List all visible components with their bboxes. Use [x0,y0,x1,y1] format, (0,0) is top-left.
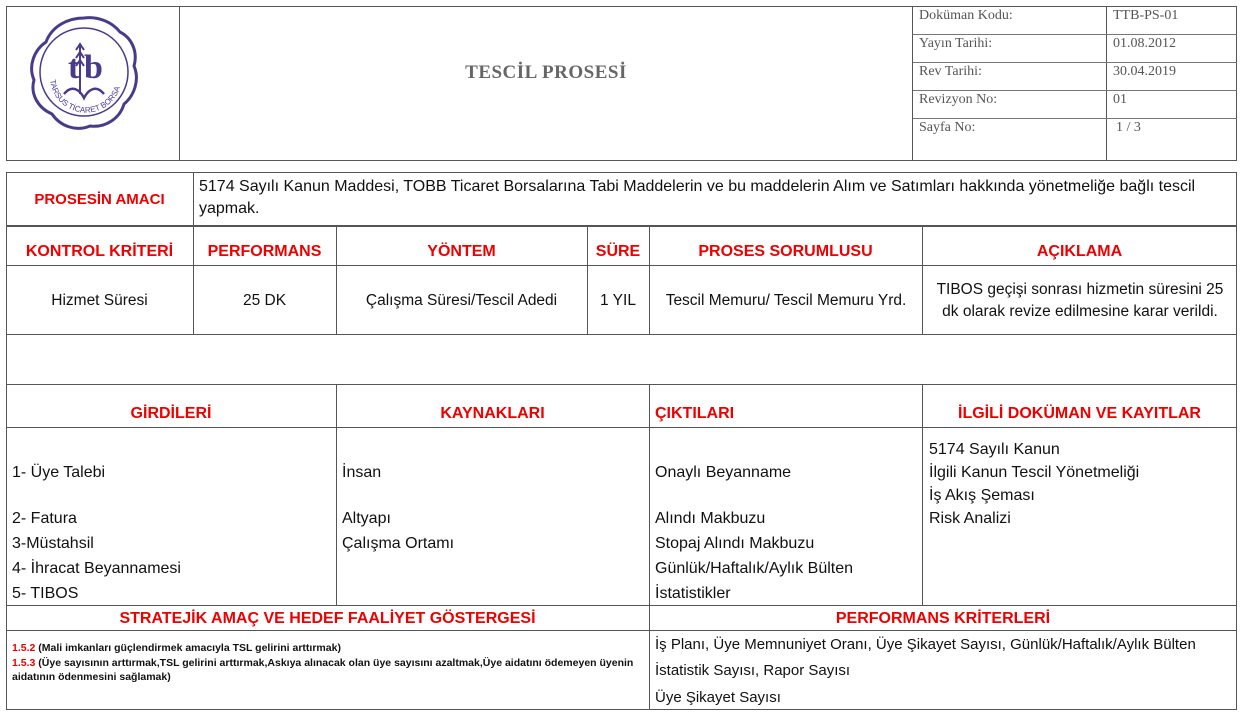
strateji-item-2 [12,656,642,684]
kriter-cell-sorumlu: Tescil Memuru/ Tescil Memuru Yrd. [665,291,907,309]
logo [28,14,140,134]
logo-text: TARSUS TİCARET BORSA [47,78,123,115]
strateji-item-text: (Mali imkanları güçlendirmek amacıyla TSL gelirini arttırmak) [35,642,341,654]
meta-row-publish: Yayın Tarihi: 01.08.2012 [913,34,1237,63]
list-item: İstatistik Sayısı, Rapor Sayısı [655,662,851,679]
list-item: İstatistikler [655,585,731,602]
spacer-row [6,334,1237,385]
list-item: 3-Müstahsil [12,535,94,552]
meta-row-rev-no: Revizyon No: 01 [913,90,1237,119]
svg-text:b: b [84,49,103,86]
strateji-item-num: 1.5.3 [12,657,36,669]
amac-label: PROSESİN AMACI [34,190,165,208]
io-header-dokumanlar: İLGİLİ DOKÜMAN VE KAYITLAR [958,404,1201,422]
io-vline-2 [649,384,650,606]
kriter-header-aciklama: AÇIKLAMA [1036,242,1123,260]
strateji-hline [6,630,1237,631]
kriter-header-yontem: YÖNTEM [427,242,496,260]
svg-text:t: t [68,49,80,86]
list-item: 4- İhracat Beyannamesi [12,560,181,577]
kriter-cell-sure: 1 YIL [600,291,636,309]
strateji-item-text: (Üye sayısının arttırmak,TSL gelirini arttırmak,Askıya alınacak olan üye sayısını azaltmak,Üye aidatını ödemeyen üyenin aidatının ödenmesini sağlamak) [12,657,634,683]
list-item: Risk Analizi [929,510,1011,527]
list-item: 1- Üye Talebi [12,464,106,481]
kriter-cell-aciklama: TIBOS geçişi sonrası hizmetin süresini 25 dk olarak revize edilmesine karar verildi. [936,280,1224,320]
io-hline [6,427,1237,428]
list-item: Üye Şikayet Sayısı [655,689,781,706]
list-item: 2- Fatura [12,510,77,527]
list-item: İnsan [342,464,382,481]
page-title: TESCİL PROSESİ [465,62,627,83]
list-item: Alındı Makbuzu [655,510,766,527]
list-item: Günlük/Haftalık/Aylık Bülten [655,560,854,577]
kriter-cell-yontem: Çalışma Süresi/Tescil Adedi [365,291,558,309]
strateji-header: STRATEJİK AMAÇ VE HEDEF FAALİYET GÖSTERGESİ [119,609,536,627]
kriter-header-performans: PERFORMANS [207,242,322,260]
list-item: İlgili Kanun Tescil Yönetmeliği [929,464,1140,481]
list-item: 5174 Sayılı Kanun [929,441,1060,458]
strateji-item-num: 1.5.2 [12,642,36,654]
kriter-header-kontrol: KONTROL KRİTERİ [25,242,174,260]
io-header-ciktilar: ÇIKTILARI [655,405,735,422]
kriter-header-sorumlu: PROSES SORUMLUSU [698,242,873,260]
list-item: Onaylı Beyanname [655,464,792,481]
document-meta [913,6,1237,161]
list-item: Çalışma Ortamı [342,535,455,552]
meta-row-page: Sayfa No: 1 / 3 [919,120,1141,135]
performans-kriterleri-header: PERFORMANS KRİTERLERİ [835,609,1051,627]
io-header-kaynaklar: KAYNAKLARI [440,404,545,422]
logo-emblem-icon [28,14,140,134]
list-item: Altyapı [342,510,391,527]
io-header-girdiler: GİRDİLERİ [130,404,212,422]
list-item: Stopaj Alındı Makbuzu [655,535,815,552]
kriter-cell-kontrol: Hizmet Süresi [51,291,148,309]
amac-text: 5174 Sayılı Kanun Maddesi, TOBB Ticaret Borsalarına Tabi Maddelerin ve bu maddelerin Alım ve Satımları hakkında yönetmeliğe bağlı tescil yapmak. [199,178,1196,217]
list-item: 5- TIBOS [12,585,79,602]
amac-divider [193,172,194,226]
strateji-item-1 [12,641,642,655]
list-item: İş Planı, Üye Memnuniyet Oranı, Üye Şikayet Sayısı, Günlük/Haftalık/Aylık Bülten [655,636,1196,653]
meta-row-rev-date: Rev Tarihi: 30.04.2019 [913,62,1237,91]
list-item: İş Akış Şeması [929,487,1035,504]
meta-row-code: Doküman Kodu: TTB-PS-01 [913,6,1237,35]
kriter-header-sure: SÜRE [595,242,641,260]
kriter-cell-performans: 25 DK [242,291,287,309]
